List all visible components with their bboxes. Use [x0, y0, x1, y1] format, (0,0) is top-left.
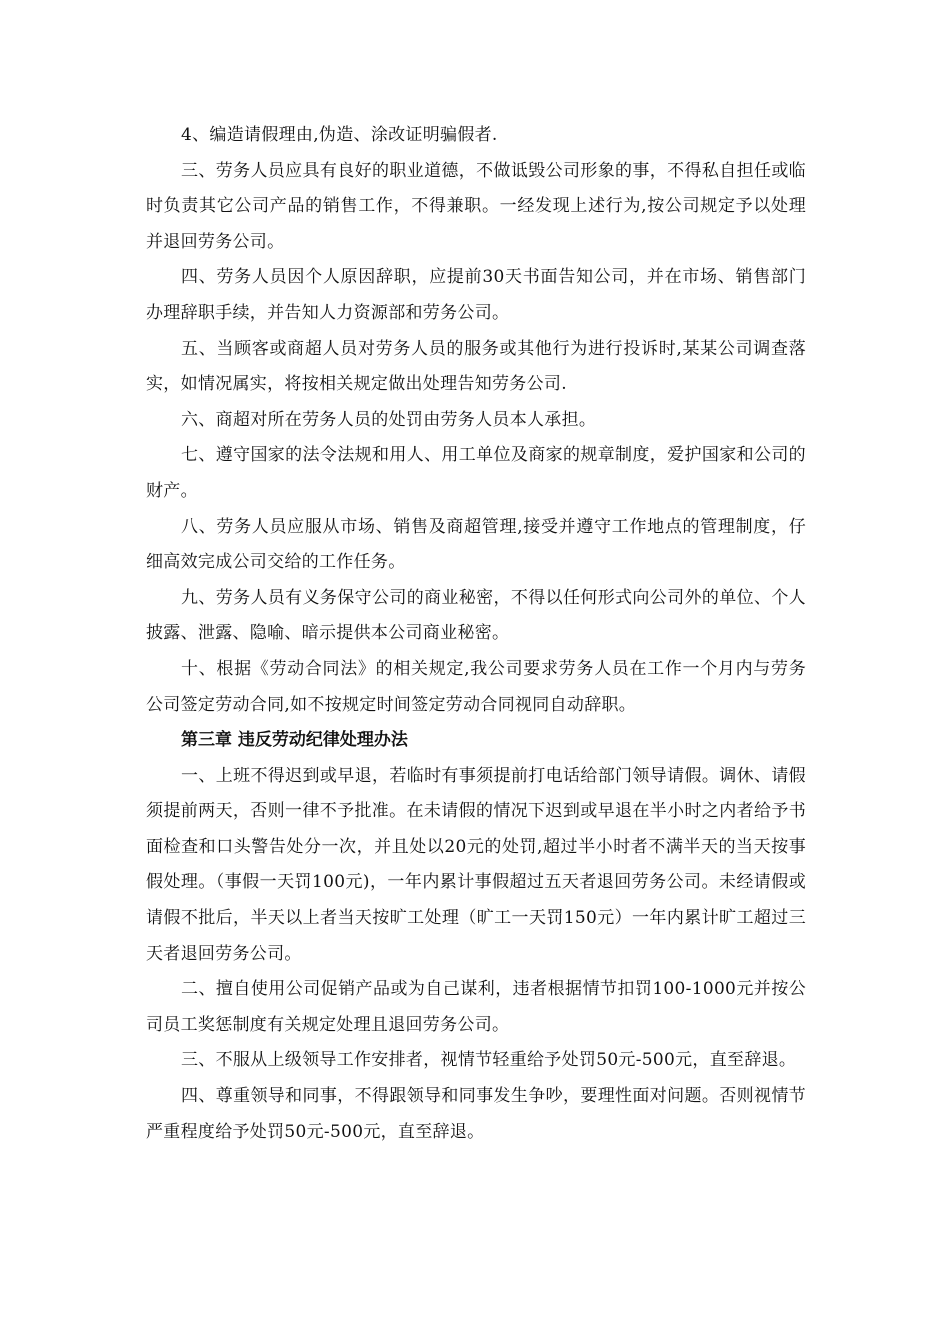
- paragraph-rule-1: 一、上班不得迟到或早退，若临时有事须提前打电话给部门领导请假。调休、请假须提前两天，否则一律不予批准。在未请假的情况下迟到或早退在半小时之内者给予书面检查和口头警告处分一次，并且处以20元的处罚,超过半小时者不满半天的当天按事假处理。（事假一天罚100元)，一年内累计事假超过五天者退回劳务公司。未经请假或请假不批后，半天以上者当天按旷工处理（旷工一天罚150元）一年内累计旷工超过三天者退回劳务公司。: [146, 765, 806, 964]
- paragraph-rule-3: 三、不服从上级领导工作安排者，视情节轻重给予处罚50元-500元，直至辞退。: [181, 1050, 797, 1071]
- document-page: [146, 118, 806, 1150]
- paragraph-section-10: 十、根据《劳动合同法》的相关规定,我公司要求劳务人员在工作一个月内与劳务公司签定劳动合同,如不按规定时间签定劳动合同视同自动辞职。: [146, 658, 806, 715]
- chapter-heading: 第三章 违反劳动纪律处理办法: [181, 730, 408, 751]
- paragraph-section-5: 五、当顾客或商超人员对劳务人员的服务或其他行为进行投诉时,某某公司调查落实，如情况属实，将按相关规定做出处理告知劳务公司.: [146, 338, 806, 395]
- paragraph-rule-4: 四、尊重领导和同事，不得跟领导和同事发生争吵，要理性面对问题。否则视情节严重程度给予处罚50元-500元，直至辞退。: [146, 1086, 806, 1142]
- paragraph-section-9: 九、劳务人员有义务保守公司的商业秘密，不得以任何形式向公司外的单位、个人披露、泄露、隐喻、暗示提供本公司商业秘密。: [146, 587, 806, 644]
- paragraph-item-4: 4、编造请假理由,伪造、涂改证明骗假者.: [181, 125, 498, 145]
- paragraph-rule-2: 二、擅自使用公司促销产品或为自己谋利，违者根据情节扣罚100-1000元并按公司员工奖惩制度有关规定处理且退回劳务公司。: [146, 979, 806, 1035]
- paragraph-section-8: 八、劳务人员应服从市场、销售及商超管理,接受并遵守工作地点的管理制度，仔细高效完成公司交给的工作任务。: [146, 516, 806, 573]
- paragraph-section-3: 三、劳务人员应具有良好的职业道德，不做诋毁公司形象的事，不得私自担任或临时负责其它公司产品的销售工作，不得兼职。一经发现上述行为,按公司规定予以处理并退回劳务公司。: [146, 160, 806, 252]
- paragraph-section-6: 六、商超对所在劳务人员的处罚由劳务人员本人承担。: [181, 409, 597, 430]
- paragraph-section-4: 四、劳务人员因个人原因辞职，应提前30天书面告知公司，并在市场、销售部门办理辞职手续，并告知人力资源部和劳务公司。: [146, 267, 806, 323]
- paragraph-section-7: 七、遵守国家的法令法规和用人、用工单位及商家的规章制度，爱护国家和公司的财产。: [146, 445, 806, 501]
